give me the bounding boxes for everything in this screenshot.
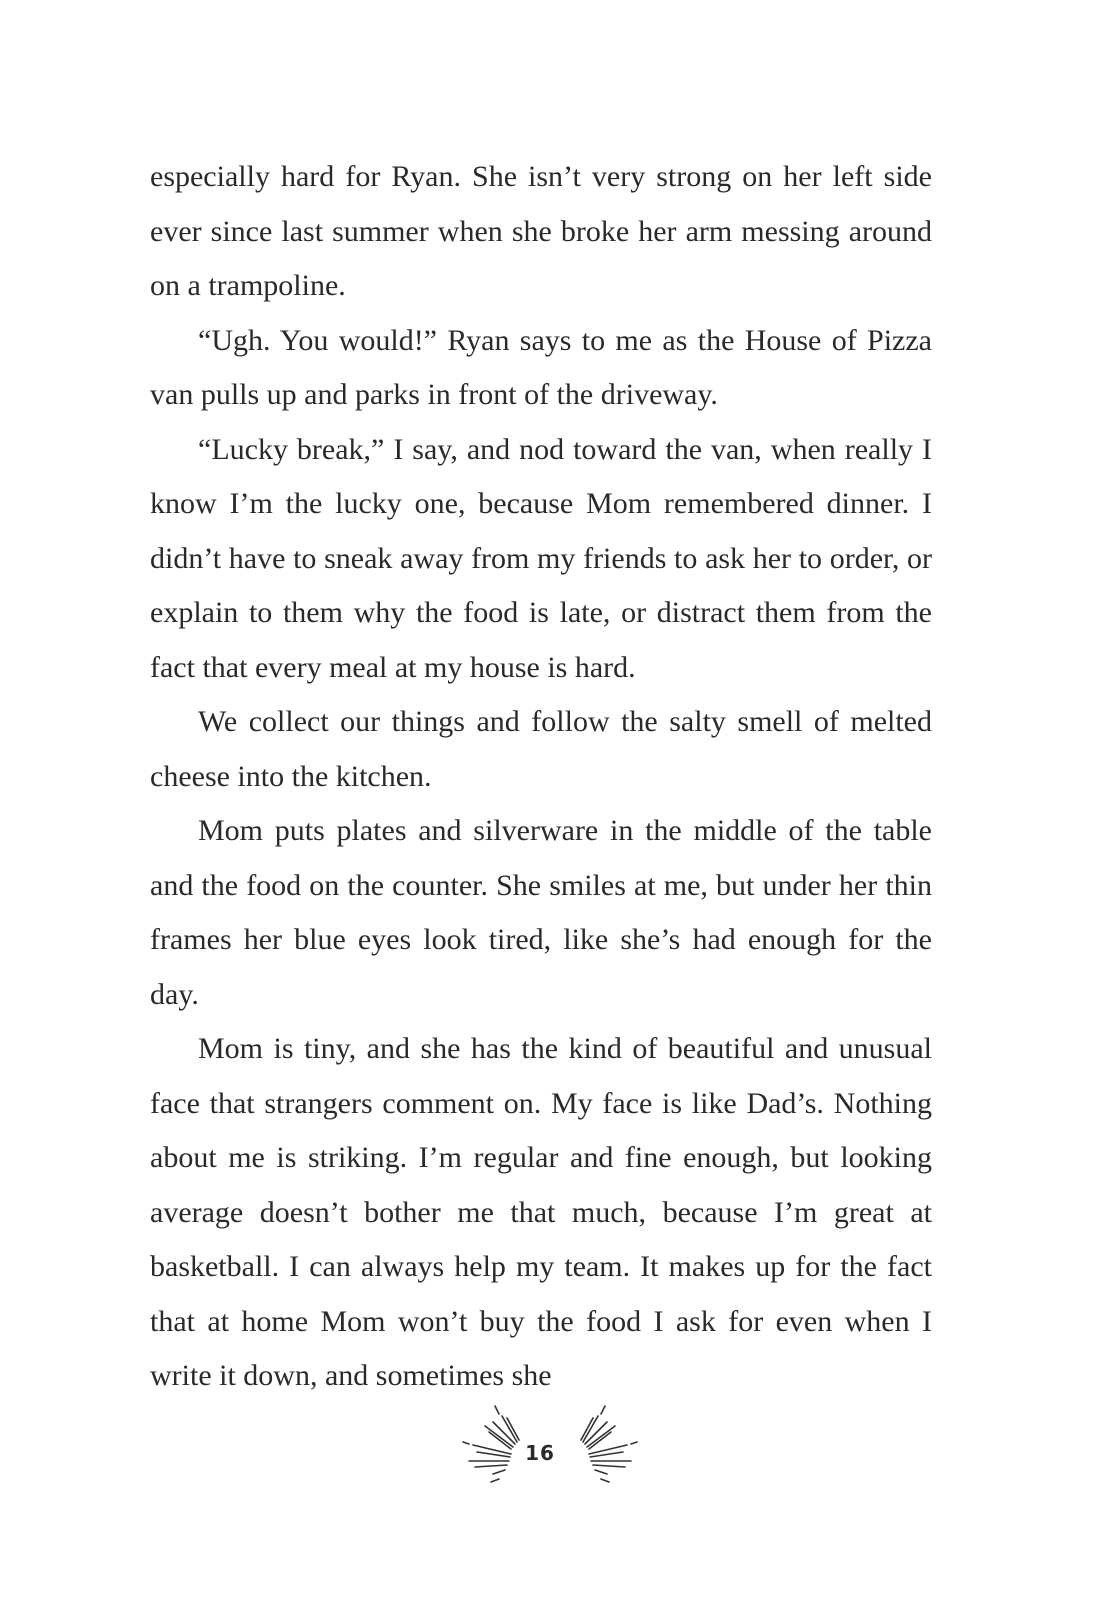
paragraph-1: especially hard for Ryan. She isn’t very strong on her left side ever since last summer when she broke her arm messing around on a trampoline. — [150, 160, 932, 302]
paragraph-6: Mom is tiny, and she has the kind of beautiful and unusual face that strangers comment on. My face is like Dad’s. Nothing about me is striking. I’m regular and fine enough, but looking average doesn’t bother me that much, because I’m great at basketball. I can always help my team. It makes up for the fact that at home Mom won’t buy the food I ask for even when I write it down, and sometimes she — [150, 1032, 932, 1392]
body-text — [150, 150, 932, 1404]
paragraph-5: Mom puts plates and silverware in the middle of the table and the food on the counter. She smiles at me, but under her thin frames her blue eyes look tired, like she’s had enough for the day. — [150, 814, 932, 1011]
paragraph-3: “Lucky break,” I say, and nod toward the van, when really I know I’m the lucky one, because Mom remembered dinner. I didn’t have to sneak away from my friends to ask her to order, or explain to them why the food is late, or distract them from the fact that every meal at my house is hard. — [150, 432, 932, 684]
page-number: 16 — [525, 1441, 555, 1465]
page-footer — [0, 1400, 1101, 1500]
paragraph-4: We collect our things and follow the salty smell of melted cheese into the kitchen. — [150, 705, 932, 793]
paragraph-2: “Ugh. You would!” Ryan says to me as the House of Pizza van pulls up and parks in front of the driveway. — [150, 323, 932, 411]
